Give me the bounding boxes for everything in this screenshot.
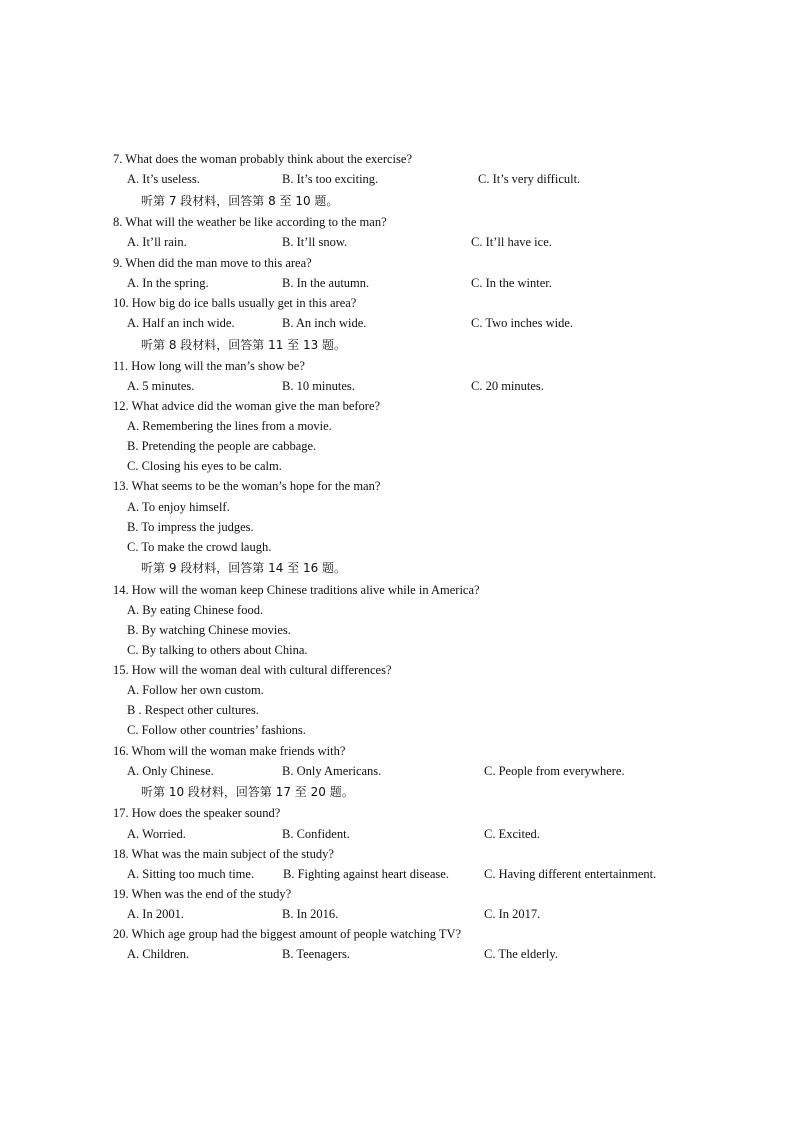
question-12: 12. What advice did the woman give the man before? [113,399,381,413]
question-13: 13. What seems to be the woman’s hope for the man? [113,479,381,493]
question-10: 10. How big do ice balls usually get in this area? [113,296,357,310]
q11-option-c: C. 20 minutes. [471,379,544,393]
q16-option-c: C. People from everywhere. [484,764,625,778]
question-18: 18. What was the main subject of the study? [113,847,334,861]
question-8: 8. What will the weather be like according to the man? [113,215,387,229]
q18-option-a: A. Sitting too much time. [127,867,255,881]
q8-option-a: A. It’ll rain. [127,235,187,249]
q9-option-a: A. In the spring. [127,276,209,290]
q13-option-a: A. To enjoy himself. [127,500,230,514]
q13-option-c: C. To make the crowd laugh. [127,540,272,554]
q16-option-b: B. Only Americans. [282,764,382,778]
q14-option-b: B. By watching Chinese movies. [127,623,291,637]
q11-option-b: B. 10 minutes. [282,379,355,393]
q10-option-b: B. An inch wide. [282,316,367,330]
q18-option-c: C. Having different entertainment. [484,867,657,881]
q15-option-a: A. Follow her own custom. [127,683,264,697]
q19-option-b: B. In 2016. [282,907,339,921]
question-9: 9. When did the man move to this area? [113,256,312,270]
q17-option-b: B. Confident. [282,827,350,841]
q10-option-c: C. Two inches wide. [471,316,574,330]
question-16: 16. Whom will the woman make friends with? [113,744,346,758]
q18-option-b: B. Fighting against heart disease. [283,867,449,881]
q7-option-a: A. It’s useless. [127,172,200,186]
instruction-section-9: 听第 9 段材料，回答第 14 至 16 题。 [141,561,347,575]
question-17: 17. How does the speaker sound? [113,806,281,820]
q12-option-a: A. Remembering the lines from a movie. [127,419,332,433]
q8-option-c: C. It’ll have ice. [471,235,552,249]
question-15: 15. How will the woman deal with cultural differences? [113,663,392,677]
q19-option-c: C. In 2017. [484,907,541,921]
question-7: 7. What does the woman probably think about the exercise? [113,152,412,166]
q8-option-b: B. It’ll snow. [282,235,348,249]
q12-option-b: B. Pretending the people are cabbage. [127,439,317,453]
q16-option-a: A. Only Chinese. [127,764,214,778]
instruction-section-7: 听第 7 段材料，回答第 8 至 10 题。 [141,194,339,208]
q17-option-a: A. Worried. [127,827,186,841]
instruction-section-8: 听第 8 段材料，回答第 11 至 13 题。 [141,338,347,352]
q14-option-a: A. By eating Chinese food. [127,603,264,617]
q9-option-c: C. In the winter. [471,276,552,290]
q9-option-b: B. In the autumn. [282,276,370,290]
q7-option-b: B. It’s too exciting. [282,172,379,186]
q15-option-b: B . Respect other cultures. [127,703,259,717]
q7-option-c: C. It’s very difficult. [478,172,581,186]
q13-option-b: B. To impress the judges. [127,520,254,534]
q10-option-a: A. Half an inch wide. [127,316,235,330]
question-19: 19. When was the end of the study? [113,887,292,901]
q11-option-a: A. 5 minutes. [127,379,195,393]
q17-option-c: C. Excited. [484,827,540,841]
q15-option-c: C. Follow other countries’ fashions. [127,723,306,737]
question-14: 14. How will the woman keep Chinese traditions alive while in America? [113,583,480,597]
q12-option-c: C. Closing his eyes to be calm. [127,459,282,473]
instruction-section-10: 听第 10 段材料，回答第 17 至 20 题。 [141,785,354,799]
q20-option-b: B. Teenagers. [282,947,350,961]
question-20: 20. Which age group had the biggest amount of people watching TV? [113,927,462,941]
q20-option-a: A. Children. [127,947,190,961]
q20-option-c: C. The elderly. [484,947,558,961]
q19-option-a: A. In 2001. [127,907,184,921]
q14-option-c: C. By talking to others about China. [127,643,308,657]
question-11: 11. How long will the man’s show be? [113,359,305,373]
